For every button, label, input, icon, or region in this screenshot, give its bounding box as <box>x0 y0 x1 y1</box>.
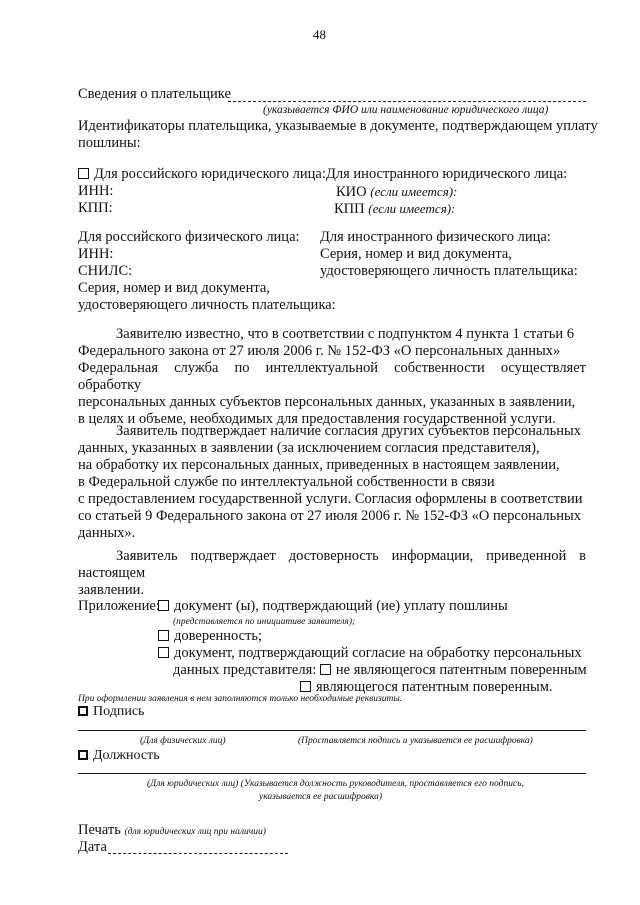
attachment-consent-opt2: являющегося патентным поверенным. <box>300 679 553 696</box>
position-line[interactable] <box>78 773 586 774</box>
consent-paragraph-2: Заявитель подтверждает наличие согласия других субъектов персональных данных, указанных в заявлении (за исключением согласия представителя), на обработку их персональных данных, приведенных в настоящем заявлении, в Федеральной службе по интеллектуальной собственности в связи с предоставлением государственной услуги. Согласия оформлены в соответствии со статьей 9 Федерального закона от 27 июля 2006 г. № 152-ФЗ «О персональных данных». <box>78 423 583 541</box>
foreign-person-doc2: удостоверяющего личность плательщика: <box>320 263 578 279</box>
foreign-legal-kio: КИО (если имеется): <box>336 184 458 200</box>
ru-person-doc1: Серия, номер и вид документа, <box>78 280 270 296</box>
signature-checkbox[interactable] <box>78 706 88 716</box>
signature-hint-left: (Для физических лиц) <box>140 736 226 746</box>
attachment-item-payment: документ (ы), подтверждающий (ие) уплату пошлины <box>158 598 508 615</box>
ru-person-inn: ИНН: <box>78 246 114 262</box>
position-hint-line1: (Для юридических лиц) (Указывается должность руководителя, проставляется его подпись, <box>147 779 524 789</box>
payer-label: Сведения о плательщике <box>78 86 231 102</box>
signature-line[interactable] <box>78 730 586 731</box>
attachment-item-consent: документ, подтверждающий согласие на обработку персональных <box>158 645 582 662</box>
date-input-line[interactable] <box>108 853 288 854</box>
ru-legal-checkbox[interactable] <box>78 168 89 179</box>
date-label: Дата <box>78 839 107 855</box>
attachment-poa-checkbox[interactable] <box>158 630 169 641</box>
ru-person-doc2: удостоверяющего личность плательщика: <box>78 297 336 313</box>
ru-person-snils: СНИЛС: <box>78 263 133 279</box>
position-label: Должность <box>78 747 160 764</box>
consent-paragraph-3: Заявитель подтверждает достоверность информации, приведенной в настоящем заявлении. <box>78 548 586 598</box>
fill-note: При оформлении заявления в нем заполняются только необходимые реквизиты. <box>78 694 403 704</box>
foreign-person-doc1: Серия, номер и вид документа, <box>320 246 512 262</box>
attachment-payment-note: (представляется по инициативе заявителя); <box>173 617 356 627</box>
signature-hint-right: (Проставляется подпись и указывается ее расшифровка) <box>298 736 533 746</box>
consent-paragraph-1: Заявителю известно, что в соответствии с подпунктом 4 пункта 1 статьи 6 Федерального закона от 27 июля 2006 г. № 152-ФЗ «О персональных данных» Федеральная служба по интеллектуальной собственности осуществляет обработку персональных данных субъектов персональных данных, указанных в заявлении, в целях и объеме, необходимых для предоставления государственной услуги. <box>78 326 586 427</box>
payer-ids-line1: Идентификаторы плательщика, указываемые в документе, подтверждающем уплату <box>78 118 598 134</box>
payer-hint: (указывается ФИО или наименование юридического лица) <box>263 104 549 116</box>
not-patent-attorney-checkbox[interactable] <box>320 664 331 675</box>
attachment-consent-checkbox[interactable] <box>158 647 169 658</box>
position-checkbox[interactable] <box>78 750 88 760</box>
attachment-consent-line2: данных представителя: не являющегося патентным поверенным <box>173 662 587 678</box>
attachments-label: Приложение: <box>78 598 160 614</box>
foreign-legal-kpp: КПП (если имеется): <box>334 201 456 217</box>
attachment-item-power-of-attorney: доверенность; <box>158 628 262 645</box>
ru-person-title: Для российского физического лица: <box>78 229 300 245</box>
signature-label: Подпись <box>78 703 144 720</box>
page-number: 48 <box>313 27 326 42</box>
foreign-legal-title: Для иностранного юридического лица: <box>326 166 568 182</box>
position-hint-line2: указывается ее расшифровка) <box>259 792 383 802</box>
ru-legal-kpp: КПП: <box>78 200 113 216</box>
attachment-payment-checkbox[interactable] <box>158 600 169 611</box>
ru-legal-title: Для российского юридического лица: <box>78 166 326 183</box>
stamp-label: Печать (для юридических лиц при наличии) <box>78 822 266 838</box>
foreign-person-title: Для иностранного физического лица: <box>320 229 551 245</box>
ru-legal-inn: ИНН: <box>78 183 114 199</box>
payer-ids-line2: пошлины: <box>78 135 141 151</box>
